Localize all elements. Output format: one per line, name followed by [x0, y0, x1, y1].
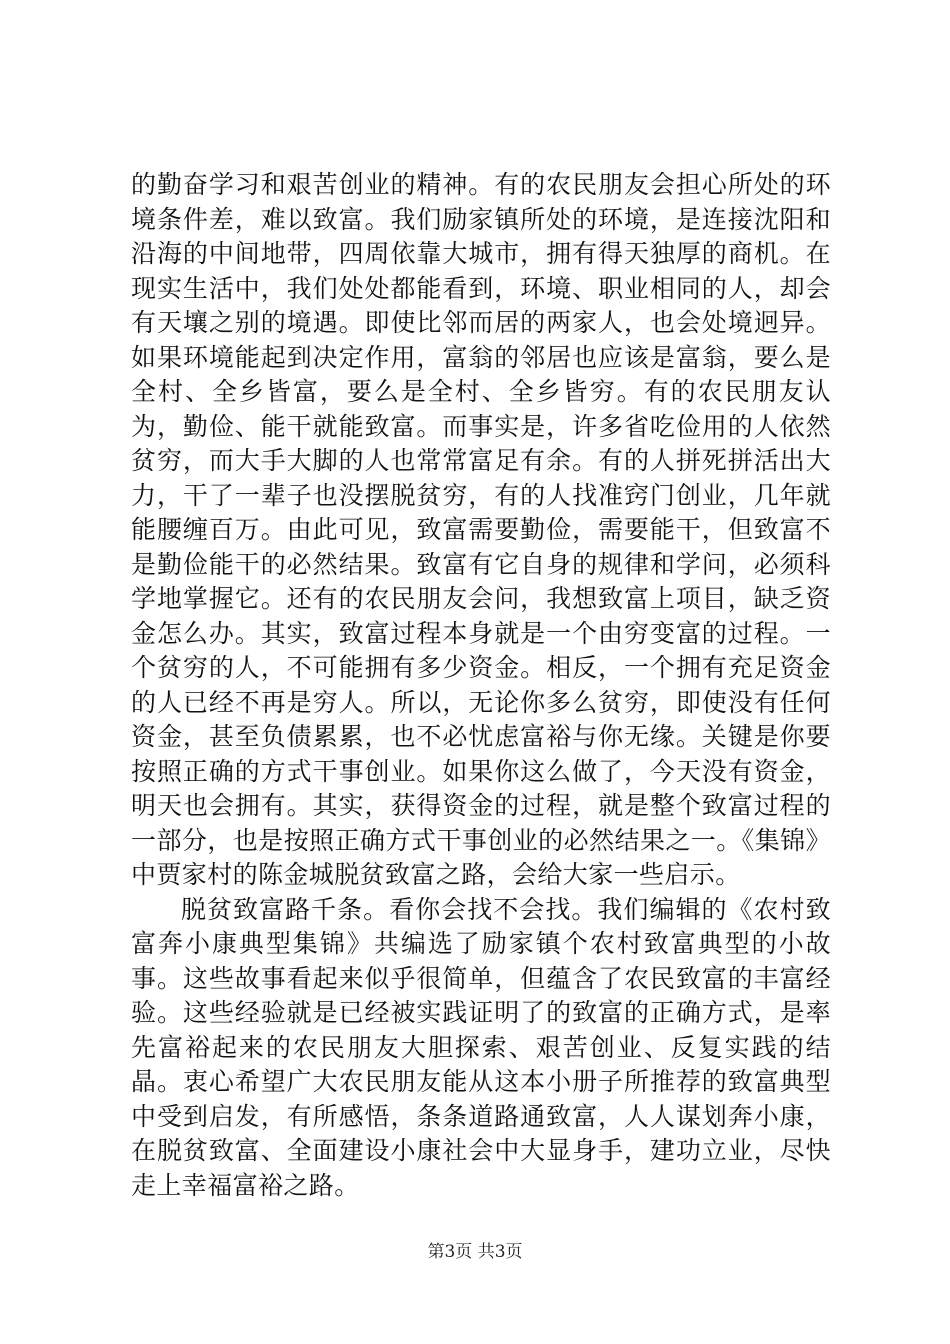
body-paragraph: 脱贫致富路千条。看你会找不会找。我们编辑的《农村致富奔小康典型集锦》共编选了励家镇个农村致富典型的小故事。这些故事看起来似乎很简单，但蕴含了农民致富的丰富经验。这些经验就是已经被实践证明了的致富的正确方式，是率先富裕起来的农民朋友大胆探索、艰苦创业、反复实践的结晶。衷心希望广大农民朋友能从这本小册子所推荐的致富典型中受到启发，有所感悟，条条道路通致富，人人谋划奔小康，在脱贫致富、全面建设小康社会中大显身手，建功立业，尽快走上幸福富裕之路。 [131, 894, 831, 1200]
body-paragraph-continued: 的勤奋学习和艰苦创业的精神。有的农民朋友会担心所处的环境条件差，难以致富。我们励家镇所处的环境，是连接沈阳和沿海的中间地带，四周依靠大城市，拥有得天独厚的商机。在现实生活中，我们处处都能看到，环境、职业相同的人，却会有天壤之别的境遇。即使比邻而居的两家人，也会处境迥异。如果环境能起到决定作用，富翁的邻居也应该是富翁，要么是全村、全乡皆富，要么是全村、全乡皆穷。有的农民朋友认为，勤俭、能干就能致富。而事实是，许多省吃俭用的人依然贫穷，而大手大脚的人也常常富足有余。有的人拼死拼活出大力，干了一辈子也没摆脱贫穷，有的人找准窍门创业，几年就能腰缠百万。由此可见，致富需要勤俭，需要能干，但致富不是勤俭能干的必然结果。致富有它自身的规律和学问，必须科学地掌握它。还有的农民朋友会问，我想致富上项目，缺乏资金怎么办。其实，致富过程本身就是一个由穷变富的过程。一个贫穷的人，不可能拥有多少资金。相反，一个拥有充足资金的人已经不再是穷人。所以，无论你多么贫穷，即使没有任何资金，甚至负债累累，也不必忧虑富裕与你无缘。关键是你要按照正确的方式干事创业。如果你这么做了，今天没有资金，明天也会拥有。其实，获得资金的过程，就是整个致富过程的一部分，也是按照正确方式干事创业的必然结果之一。《集锦》中贾家村的陈金城脱贫致富之路，会给大家一些启示。 [131, 170, 831, 889]
document-body [131, 168, 831, 1203]
page-number-footer: 第3页 共3页 [427, 1242, 523, 1262]
